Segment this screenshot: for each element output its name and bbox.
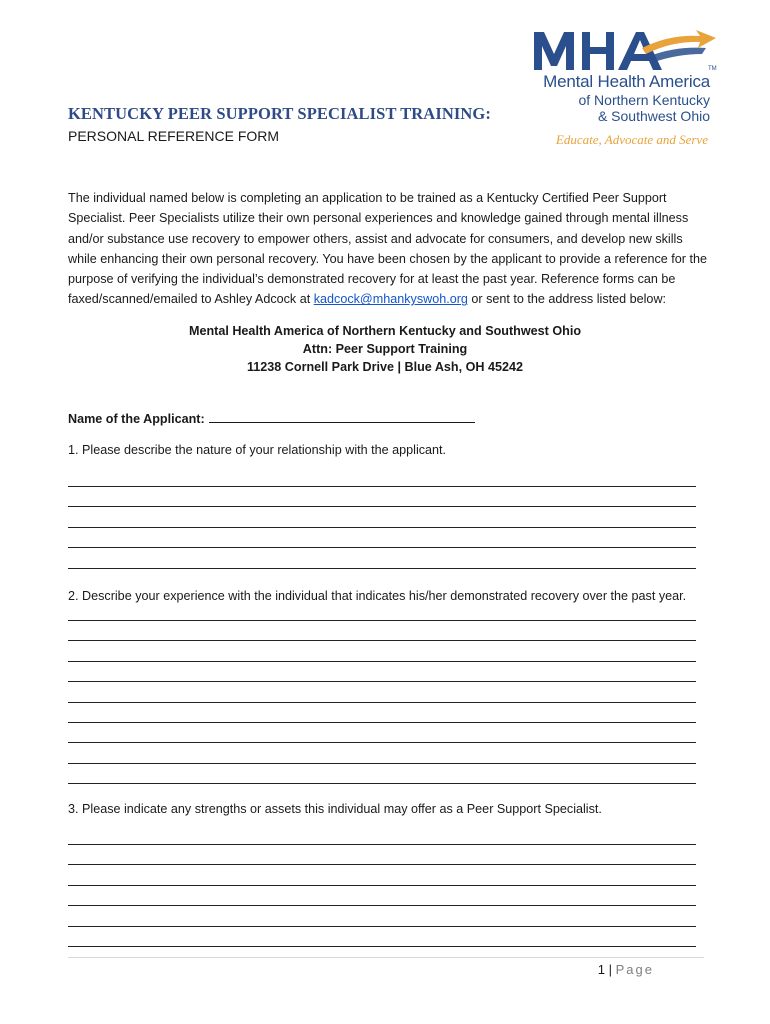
footer-divider — [68, 957, 704, 958]
page-subtitle: PERSONAL REFERENCE FORM — [68, 128, 280, 144]
question-2: 2. Describe your experience with the individual that indicates his/her demonstrated recovery over the past year. — [68, 589, 687, 603]
answer-line[interactable] — [68, 926, 696, 927]
page-number: 1 — [597, 962, 605, 977]
applicant-name-label: Name of the Applicant: — [68, 412, 205, 426]
mailing-address — [68, 322, 702, 376]
applicant-name-field — [68, 410, 475, 426]
address-line2: Attn: Peer Support Training — [302, 342, 468, 356]
answer-line[interactable] — [68, 547, 696, 548]
answer-line[interactable] — [68, 640, 696, 641]
answer-line[interactable] — [68, 527, 696, 528]
page-separator: | — [608, 962, 612, 977]
trademark-mark: TM — [708, 66, 717, 72]
page-label: Page — [615, 962, 654, 977]
answer-line[interactable] — [68, 742, 696, 743]
intro-paragraph — [68, 188, 708, 310]
mha-logo-mark — [530, 26, 720, 76]
answer-line[interactable] — [68, 702, 696, 703]
logo-tagline: Educate, Advocate and Serve — [555, 132, 708, 147]
applicant-name-line[interactable] — [209, 410, 475, 423]
answer-line[interactable] — [68, 946, 696, 947]
logo-org-line2: of Northern Kentucky — [578, 92, 710, 108]
address-line3: 11238 Cornell Park Drive | Blue Ash, OH 45242 — [246, 360, 524, 374]
logo-org-line3: & Southwest Ohio — [597, 108, 710, 124]
email-link[interactable]: kadcock@mhankyswoh.org — [313, 292, 468, 307]
intro-text-end: or sent to the address listed below: — [467, 292, 667, 307]
question-3: 3. Please indicate any strengths or assets this individual may offer as a Peer Support Specialist. — [68, 802, 602, 816]
answer-line[interactable] — [68, 620, 696, 621]
answer-line[interactable] — [68, 722, 696, 723]
answer-line[interactable] — [68, 783, 696, 784]
page-title: KENTUCKY PEER SUPPORT SPECIALIST TRAINING: — [68, 104, 491, 123]
answer-line[interactable] — [68, 681, 696, 682]
answer-line[interactable] — [68, 905, 696, 906]
answer-line[interactable] — [68, 568, 696, 569]
intro-text: The individual named below is completing an application to be trained as a Kentucky Certified Peer Support Specialist. Peer Specialists utilize their own personal experiences and knowledge gained through mental illness and/or substance use recovery to empower others, assist and advocate for consumers, and develop new skills while enhancing their own personal recovery. You have been chosen by the applicant to provide a reference for the purpose of verifying the individual’s demonstrated recovery for at least the past year. Reference forms can be faxed/scanned/emailed to Ashley Adcock at — [68, 191, 707, 307]
logo-org-line1: Mental Health America — [543, 72, 710, 91]
answer-line[interactable] — [68, 486, 696, 487]
question-1: 1. Please describe the nature of your relationship with the applicant. — [68, 443, 447, 457]
answer-line[interactable] — [68, 506, 696, 507]
answer-line[interactable] — [68, 661, 696, 662]
page-footer — [598, 962, 654, 977]
answer-line[interactable] — [68, 844, 696, 845]
answer-line[interactable] — [68, 864, 696, 865]
mha-logo — [530, 26, 720, 151]
answer-line[interactable] — [68, 763, 696, 764]
address-line1: Mental Health America of Northern Kentucky and Southwest Ohio — [188, 324, 582, 338]
answer-line[interactable] — [68, 885, 696, 886]
